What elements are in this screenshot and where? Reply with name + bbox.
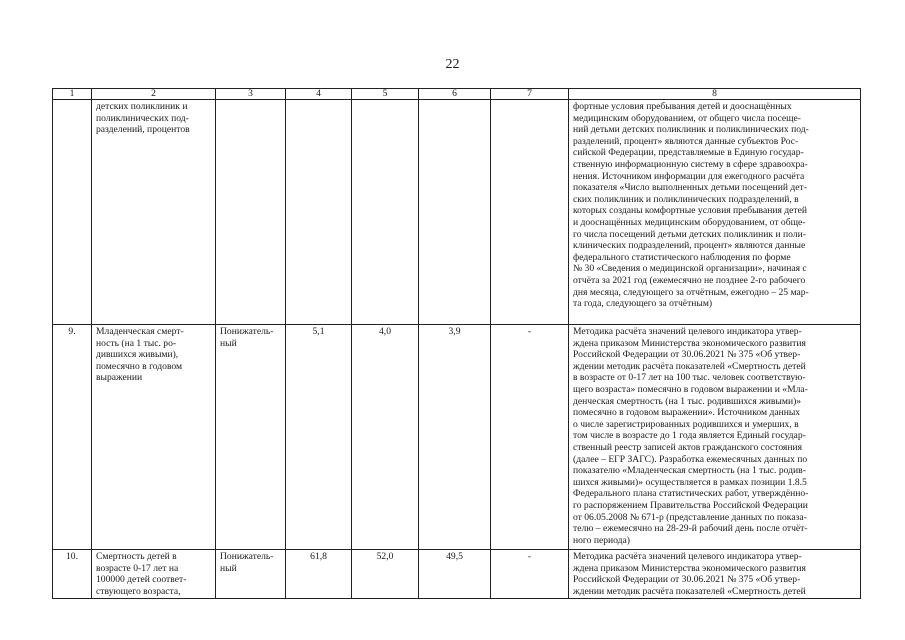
value-col-6 xyxy=(419,100,491,325)
value-col-6: 49,5 xyxy=(419,550,491,599)
header-col-5: 5 xyxy=(352,89,419,100)
direction: Понижатель- ный xyxy=(216,550,286,599)
value-col-4: 5,1 xyxy=(286,325,352,550)
methodology-text: Методика расчёта значений целевого индикатора утвер- ждена приказом Министерства экономического развития Российской Федерации от 30.06.2021 № 375 «Об утвер- ждении методик расчёта показателей «Смертность детей в возрасте от 0-17 лет на 100 тыс. человек соответствую- щего возраста» помесячно в годовом выражении и «Мла- денческая смертность (на 1 тыс. родившихся живыми)» помесячно в годовом выражении». Источником данных о числе зарегистрированных родившихся и умерших, в том числе в возрасте до 1 года является Единый государ- ственный реестр записей актов гражданского состояния (далее – ЕГР ЗАГС). Разработка ежемесячных данных по показателю «Младенческая смертность (на 1 тыс. родив- шихся живыми)» осуществляется в рамках позиции 1.8.5 Федерального плана статистических работ, утверждённо- го распоряжением Правительства Российской Федерации от 06.05.2008 № 671-р (представление данных по показа- телю – ежемесячно на 28-29-й рабочий день после отчёт- ного периода) xyxy=(569,325,861,550)
value-col-7: - xyxy=(491,325,569,550)
direction: Понижатель- ный xyxy=(216,325,286,550)
value-col-7: - xyxy=(491,550,569,599)
value-col-6: 3,9 xyxy=(419,325,491,550)
methodology-text: Методика расчёта значений целевого индикатора утвер- ждена приказом Министерства экономического развития Российской Федерации от 30.06.2021 № 375 «Об утвер- ждении методик расчёта показателей «Смертность детей xyxy=(569,550,861,599)
table-row-9 xyxy=(53,325,861,550)
direction xyxy=(216,100,286,325)
header-col-2: 2 xyxy=(92,89,216,100)
header-row xyxy=(53,89,861,100)
header-col-3: 3 xyxy=(216,89,286,100)
table-row-10 xyxy=(53,550,861,599)
indicator-name: Младенческая смерт- ность (на 1 тыс. ро- дившихся живыми), помесячно в годовом выражении xyxy=(92,325,216,550)
header-col-8: 8 xyxy=(569,89,861,100)
row-number: 10. xyxy=(53,550,92,599)
row-number xyxy=(53,100,92,325)
value-col-5 xyxy=(352,100,419,325)
value-col-4: 61,8 xyxy=(286,550,352,599)
header-col-4: 4 xyxy=(286,89,352,100)
value-col-5: 52,0 xyxy=(352,550,419,599)
value-col-7 xyxy=(491,100,569,325)
header-col-7: 7 xyxy=(491,89,569,100)
value-col-5: 4,0 xyxy=(352,325,419,550)
methodology-text: фортные условия пребывания детей и дооснащённых медицинским оборудованием, от общего числа посеще- ний детьми детских поликлиник и поликлинических под- разделений, процент» являются данные субъектов Рос- сийской Федерации, представляемые в Единую государ- ственную информационную систему в сфере здравоохра- нения. Источником информации для ежегодного расчёта показателя «Число выполненных детьми посещений дет- ских поликлиник и поликлинических подразделений, в которых созданы комфортные условия пребывания детей и дооснащённых медицинским оборудованием, от обще- го числа посещений детьми детских поликлиник и поли- клинических подразделений, процент» являются данные федерального статистического наблюдения по форме № 30 «Сведения о медицинской организации», начиная с отчёта за 2021 год (ежемесячно не позднее 2-го рабочего дня месяца, следующего за отчётным, ежегодно – 25 мар- та года, следующего за отчётным) xyxy=(569,100,861,325)
row-number: 9. xyxy=(53,325,92,550)
header-col-6: 6 xyxy=(419,89,491,100)
value-col-4 xyxy=(286,100,352,325)
page-number: 22 xyxy=(445,57,460,72)
header-col-1: 1 xyxy=(53,89,92,100)
indicator-table xyxy=(52,88,861,599)
table-row-continued xyxy=(53,100,861,325)
indicator-name: Смертность детей в возрасте 0-17 лет на 100000 детей соответ- ствующего возраста, xyxy=(92,550,216,599)
indicator-name: детских поликлиник и поликлинических под- разделений, процентов xyxy=(92,100,216,325)
